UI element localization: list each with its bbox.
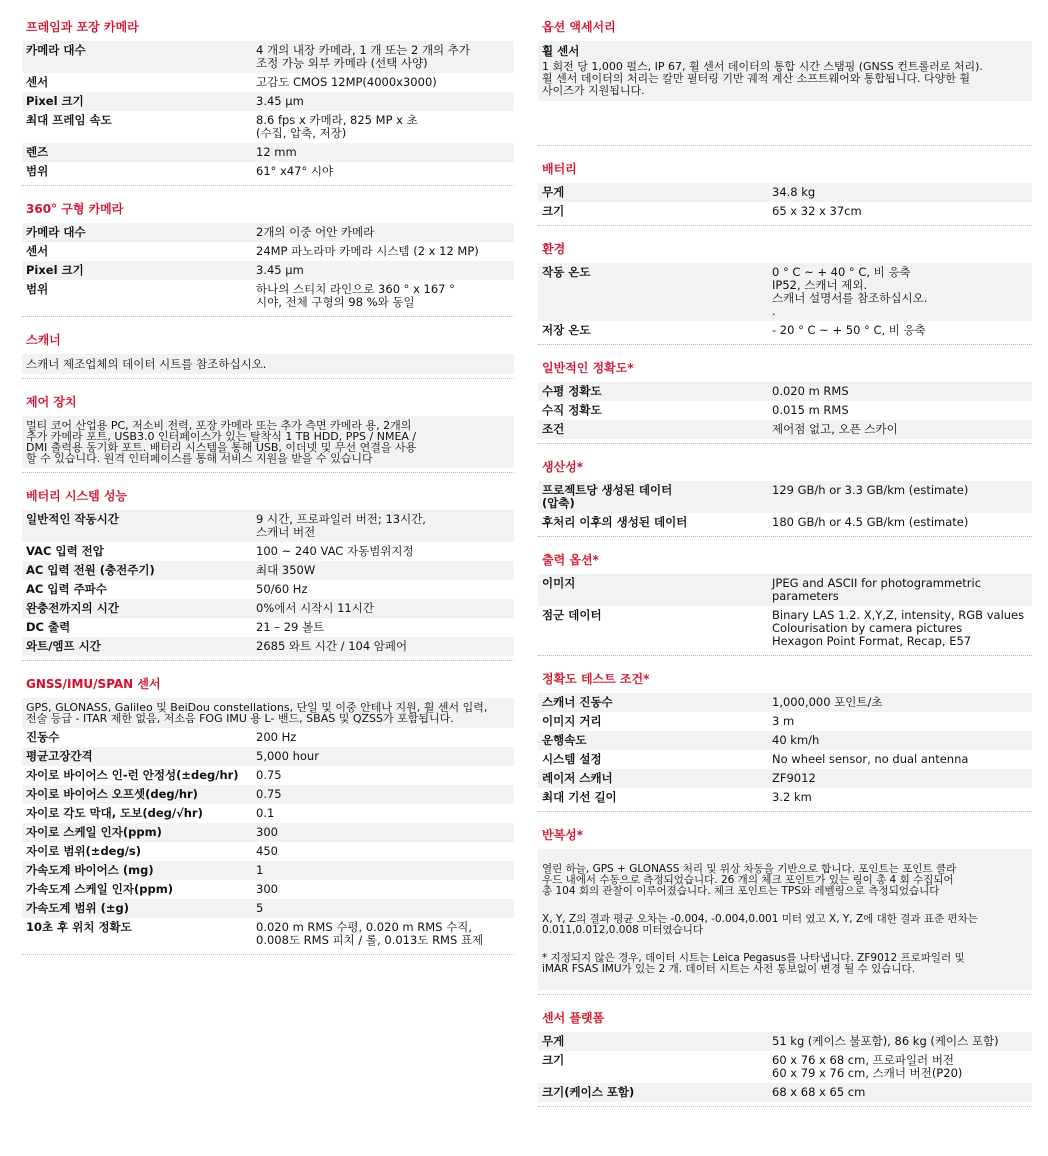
spec-key: 자이로 스케일 인자(ppm): [26, 825, 162, 839]
spec-key: 자이로 바이어스 오프셋(deg/hr): [26, 787, 198, 801]
spec-row: [538, 321, 1032, 340]
spec-key: 카메라 대수: [26, 43, 86, 57]
left-column: [22, 14, 514, 965]
spec-row: [22, 92, 514, 111]
divider: [538, 225, 1032, 226]
spec-value: 68 x 68 x 65 cm: [772, 1085, 866, 1099]
spec-value: 0%에서 시작시 11시간: [256, 601, 374, 615]
spec-value: 0.75: [256, 787, 282, 801]
spec-value: 4 개의 내장 카메라, 1 개 또는 2 개의 추가 조정 가능 외부 카메라 (선택 사양): [256, 43, 471, 70]
spec-value: 450: [256, 844, 278, 858]
spec-key: 가속도계 스케일 인자(ppm): [26, 882, 173, 896]
spec-value: ZF9012: [772, 771, 816, 785]
spec-row: [22, 162, 514, 181]
divider: [22, 316, 514, 317]
spec-value: 21 – 29 볼트: [256, 620, 325, 634]
spec-row: [538, 731, 1032, 750]
spec-row: [22, 223, 514, 242]
spec-value: 200 Hz: [256, 730, 297, 744]
divider: [22, 954, 514, 955]
spec-key: 10초 후 위치 정확도: [26, 920, 132, 934]
spec-key: 자이로 바이어스 인-런 안정성(±deg/hr): [26, 768, 239, 782]
spec-key: Pixel 크기: [26, 94, 84, 108]
spec-row: [538, 382, 1032, 401]
section-accessory: [538, 14, 1032, 146]
spec-key: 최대 프레임 속도: [26, 113, 112, 127]
spec-row: [538, 606, 1032, 651]
spec-value: 0.020 m RMS: [772, 384, 849, 398]
spec-row: [538, 420, 1032, 439]
section-title: 360° 구형 카메라: [26, 202, 124, 216]
divider: [538, 1106, 1032, 1107]
section-battery: [538, 156, 1032, 226]
spec-row: [22, 242, 514, 261]
spec-row: [22, 842, 514, 861]
spec-row: [22, 542, 514, 561]
section-text: 1 회전 당 1,000 펄스, IP 67, 휠 센서 데이터의 통합 시간 스탬핑 (GNSS 컨트롤러로 처리). 휠 센서 데이터의 처리는 칼만 필터링 기반 궤적 계산 소프트웨어와 통합됩니다. 다양한 휠 사이즈가 지원됩니다.: [538, 57, 1032, 101]
spec-key: 점군 데이터: [542, 608, 602, 622]
repeatability-paragraph: X, Y, Z의 결과 평균 오차는 -0.004, -0.004,0.001 미터 였고 X, Y, Z에 대한 결과 표준 편차는 0.011,0.012,0.008 미터였습니다: [542, 913, 978, 936]
subsection-title: 휠 센서: [542, 44, 580, 58]
spec-value: 3.2 km: [772, 790, 812, 804]
spec-key: 범위: [26, 164, 49, 178]
section-control: [22, 389, 514, 473]
spec-row: [22, 747, 514, 766]
spec-value: 0.020 m RMS 수평, 0.020 m RMS 수직, 0.008도 RMS 피치 / 롤, 0.013도 RMS 표제: [256, 920, 484, 947]
spec-value: 0.1: [256, 806, 275, 820]
spec-key: 크기: [542, 1053, 565, 1067]
spec-value: 5,000 hour: [256, 749, 319, 763]
spec-key: 프로젝트당 생성된 데이터 (압축): [542, 483, 673, 510]
divider: [22, 660, 514, 661]
section-test-conditions: [538, 666, 1032, 812]
divider: [538, 811, 1032, 812]
section-title: 출력 옵션*: [542, 553, 599, 567]
spec-key: 일반적인 작동시간: [26, 512, 119, 526]
repeatability-paragraph: 열린 하늘, GPS + GLONASS 처리 및 위상 차동을 기반으로 합니다. 포인트는 포인트 클라 우드 내에서 수동으로 측정되었습니다. 26 개의 체크 포인트가 있는 링이 총 4 회 수집되어 총 104 회의 관찰이 이루어졌습니다. 체크 포인트는 TPS와 레벨링으로 측정되었습니다: [542, 863, 957, 897]
spec-key: Pixel 크기: [26, 263, 84, 277]
subsection-title-wrap: [538, 41, 1032, 57]
spec-key: 저장 온도: [542, 323, 591, 337]
spec-key: 수평 정확도: [542, 384, 602, 398]
spec-row: [538, 693, 1032, 712]
spec-value: - 20 ° C ~ + 50 ° C, 비 응축: [772, 323, 926, 337]
spec-key: 무게: [542, 1034, 565, 1048]
spec-row: [22, 599, 514, 618]
spec-value: 5: [256, 901, 264, 915]
spec-key: 평균고장간격: [26, 749, 93, 763]
spec-value: 300: [256, 825, 278, 839]
section-accuracy: [538, 355, 1032, 444]
spec-row: [22, 918, 514, 950]
spec-value: 61° x47° 시야: [256, 164, 334, 178]
spec-row: [22, 823, 514, 842]
spec-row: [22, 561, 514, 580]
spec-value: 3.45 µm: [256, 263, 304, 277]
spec-row: [22, 637, 514, 656]
spec-row: [22, 804, 514, 823]
spec-value: JPEG and ASCII for photogrammetric parameters: [772, 576, 982, 603]
divider: [22, 378, 514, 379]
section-title: 베터리 시스템 성능: [26, 489, 128, 503]
spec-row: [22, 261, 514, 280]
section-productivity: [538, 454, 1032, 537]
section-gnss: [22, 671, 514, 955]
spec-row: [22, 280, 514, 312]
spec-row: [538, 769, 1032, 788]
spec-value: 1: [256, 863, 264, 877]
section-text: 멀티 코어 산업용 PC, 저소비 전력, 포장 카메라 또는 추가 측면 카메라 용, 2개의 추가 카메라 포트, USB3.0 인터페이스가 있는 탈착식 1 TB HDD, PPS / NMEA / DMI 출력용 동기화 포트. 배터리 시스템을 통해 USB, 이더넷 및 무선 연결을 사용 할 수 있습니다. 원격 인터페이스를 통해 서비스 지원을 받을 수 있습니다: [22, 416, 514, 468]
spacer: [538, 101, 1032, 141]
spec-value: 고감도 CMOS 12MP(4000x3000): [256, 75, 437, 89]
spec-row: [538, 401, 1032, 420]
section-title: 정확도 테스트 조건*: [542, 672, 650, 686]
spec-row: [538, 481, 1032, 513]
spec-key: 이미지: [542, 576, 576, 590]
spec-row: [22, 766, 514, 785]
spec-key: 센서: [26, 75, 49, 89]
spec-row: [22, 861, 514, 880]
spec-key: 센서: [26, 244, 49, 258]
spec-value: 50/60 Hz: [256, 582, 308, 596]
spec-value: 하나의 스티치 라인으로 360 ° x 167 ° 시야, 전체 구형의 98 %와 동일: [256, 282, 455, 309]
spec-value: 2개의 이중 어안 카메라: [256, 225, 375, 239]
divider: [538, 536, 1032, 537]
spec-key: 후처리 이후의 생성된 데이터: [542, 515, 688, 529]
section-frame-camera: [22, 14, 514, 186]
spec-row: [22, 728, 514, 747]
spec-value: 60 x 76 x 68 cm, 프로파일러 버전 60 x 79 x 76 cm, 스캐너 버전(P20): [772, 1053, 963, 1080]
spec-value: 1,000,000 포인트/초: [772, 695, 883, 709]
divider: [538, 443, 1032, 444]
spec-value: 0.015 m RMS: [772, 403, 849, 417]
spec-row: [22, 785, 514, 804]
spec-row: [22, 618, 514, 637]
spec-value: 100 ~ 240 VAC 자동범위지정: [256, 544, 414, 558]
spec-value: 12 mm: [256, 145, 297, 159]
spec-key: 무게: [542, 185, 565, 199]
section-title: 옵션 액세서리: [542, 20, 616, 34]
spec-key: DC 출력: [26, 620, 71, 634]
spec-key: 가속도계 범위 (±g): [26, 901, 130, 915]
section-title: 일반적인 정확도*: [542, 361, 634, 375]
spec-value: 0.75: [256, 768, 282, 782]
spec-key: 가속도계 바이어스 (mg): [26, 863, 154, 877]
spec-value: 최대 350W: [256, 563, 316, 577]
spec-value: 51 kg (케이스 불포함), 86 kg (케이스 포함): [772, 1034, 999, 1048]
repeatability-footnote: * 지정되지 않은 경우, 데이터 시트는 Leica Pegasus를 나타냅니다. ZF9012 프로파일러 및 iMAR FSAS IMU가 있는 2 개. 데이터 시트는 사전 통보없이 변경 될 수 있습니다.: [542, 952, 965, 975]
section-platform: [538, 1005, 1032, 1107]
spec-row: [538, 1032, 1032, 1051]
section-repeatability: [538, 822, 1032, 995]
spec-key: VAC 입력 전압: [26, 544, 104, 558]
spec-value: 3 m: [772, 714, 795, 728]
spec-value: 9 시간, 프로파일러 버전; 13시간, 스캐너 버전: [256, 512, 426, 539]
right-column: [538, 14, 1032, 1117]
spec-key: 범위: [26, 282, 49, 296]
spec-key: 조건: [542, 422, 565, 436]
spec-key: 시스템 설정: [542, 752, 602, 766]
section-title: GNSS/IMU/SPAN 센서: [26, 677, 161, 691]
spec-value: 34.8 kg: [772, 185, 816, 199]
spec-value: No wheel sensor, no dual antenna: [772, 752, 969, 766]
spec-row: [22, 41, 514, 73]
repeatability-text: [538, 849, 1032, 990]
divider: [22, 472, 514, 473]
spec-row: [22, 899, 514, 918]
divider: [538, 655, 1032, 656]
section-title: 제어 장치: [26, 395, 77, 409]
divider: [22, 185, 514, 186]
spec-key: AC 입력 주파수: [26, 582, 107, 596]
section-title: 배터리: [542, 162, 577, 176]
section-text: 스캐너 제조업체의 데이터 시트를 참조하십시오.: [22, 354, 514, 374]
section-title: 센서 플랫폼: [542, 1011, 605, 1025]
spec-key: 카메라 대수: [26, 225, 86, 239]
spec-value: 3.45 µm: [256, 94, 304, 108]
section-pano-camera: [22, 196, 514, 317]
spec-value: 180 GB/h or 4.5 GB/km (estimate): [772, 515, 969, 529]
section-battery-performance: [22, 483, 514, 661]
spec-key: 운행속도: [542, 733, 587, 747]
spec-key: 자이로 범위(±deg/s): [26, 844, 142, 858]
divider: [538, 145, 1032, 146]
spec-value: Binary LAS 1.2. X,Y,Z, intensity, RGB values Colourisation by camera pictures Hexagon Point Format, Recap, E57: [772, 608, 1025, 648]
spec-value: 제어점 없고, 오픈 스카이: [772, 422, 898, 436]
spec-key: 최대 기선 길이: [542, 790, 617, 804]
spec-key: 수직 정확도: [542, 403, 602, 417]
spec-row: [538, 183, 1032, 202]
spec-value: 2685 와트 시간 / 104 암페어: [256, 639, 408, 653]
spec-row: [22, 880, 514, 899]
spec-key: 크기: [542, 204, 565, 218]
spec-key: 스캐너 진동수: [542, 695, 613, 709]
section-title: 프레임과 포장 카메라: [26, 20, 139, 34]
spec-key: 크기(케이스 포함): [542, 1085, 635, 1099]
spec-key: 작동 온도: [542, 265, 591, 279]
spec-row: [22, 73, 514, 92]
spec-key: 이미지 거리: [542, 714, 602, 728]
spec-row: [22, 143, 514, 162]
divider: [538, 994, 1032, 995]
spec-row: [538, 1051, 1032, 1083]
spec-value: 8.6 fps x 카메라, 825 MP x 초 (수집, 압축, 저장): [256, 113, 418, 140]
section-text: GPS, GLONASS, Galileo 및 BeiDou constellations, 단일 및 이중 안테나 지원, 휠 센서 입력, 전술 등급 - ITAR 제한 없음, 저소음 FOG IMU 용 L- 밴드, SBAS 및 QZSS가 포함됩니다.: [22, 698, 514, 728]
spec-key: AC 입력 전원 (충전주기): [26, 563, 155, 577]
spec-row: [538, 788, 1032, 807]
section-title: 환경: [542, 242, 566, 256]
spec-row: [22, 510, 514, 542]
spec-value: 24MP 파노라마 카메라 시스템 (2 x 12 MP): [256, 244, 479, 258]
spec-row: [22, 111, 514, 143]
section-title: 생산성*: [542, 460, 584, 474]
spec-row: [538, 263, 1032, 321]
spec-key: 진동수: [26, 730, 60, 744]
section-title: 반복성*: [542, 828, 584, 842]
section-environment: [538, 236, 1032, 345]
spec-value: 300: [256, 882, 278, 896]
spec-row: [538, 574, 1032, 606]
spec-value: 65 x 32 x 37cm: [772, 204, 862, 218]
spec-row: [538, 750, 1032, 769]
section-title: 스캐너: [26, 333, 61, 347]
spec-row: [538, 712, 1032, 731]
section-output: [538, 547, 1032, 656]
spec-row: [538, 202, 1032, 221]
spec-key: 와트/엠프 시간: [26, 639, 101, 653]
spec-key: 렌즈: [26, 145, 49, 159]
spec-value: 129 GB/h or 3.3 GB/km (estimate): [772, 483, 969, 497]
divider: [538, 344, 1032, 345]
spec-value: 0 ° C ~ + 40 ° C, 비 응축 IP52, 스캐너 제외. 스캐너 설명서를 참조하십시오. .: [772, 265, 928, 318]
spec-key: 완충전까지의 시간: [26, 601, 119, 615]
spec-value: 40 km/h: [772, 733, 820, 747]
spec-row: [538, 1083, 1032, 1102]
spec-key: 레이저 스캐너: [542, 771, 613, 785]
spec-row: [538, 513, 1032, 532]
spec-key: 자이로 각도 막대, 도보(deg/√hr): [26, 806, 203, 820]
section-scanner: [22, 327, 514, 379]
spec-row: [22, 580, 514, 599]
